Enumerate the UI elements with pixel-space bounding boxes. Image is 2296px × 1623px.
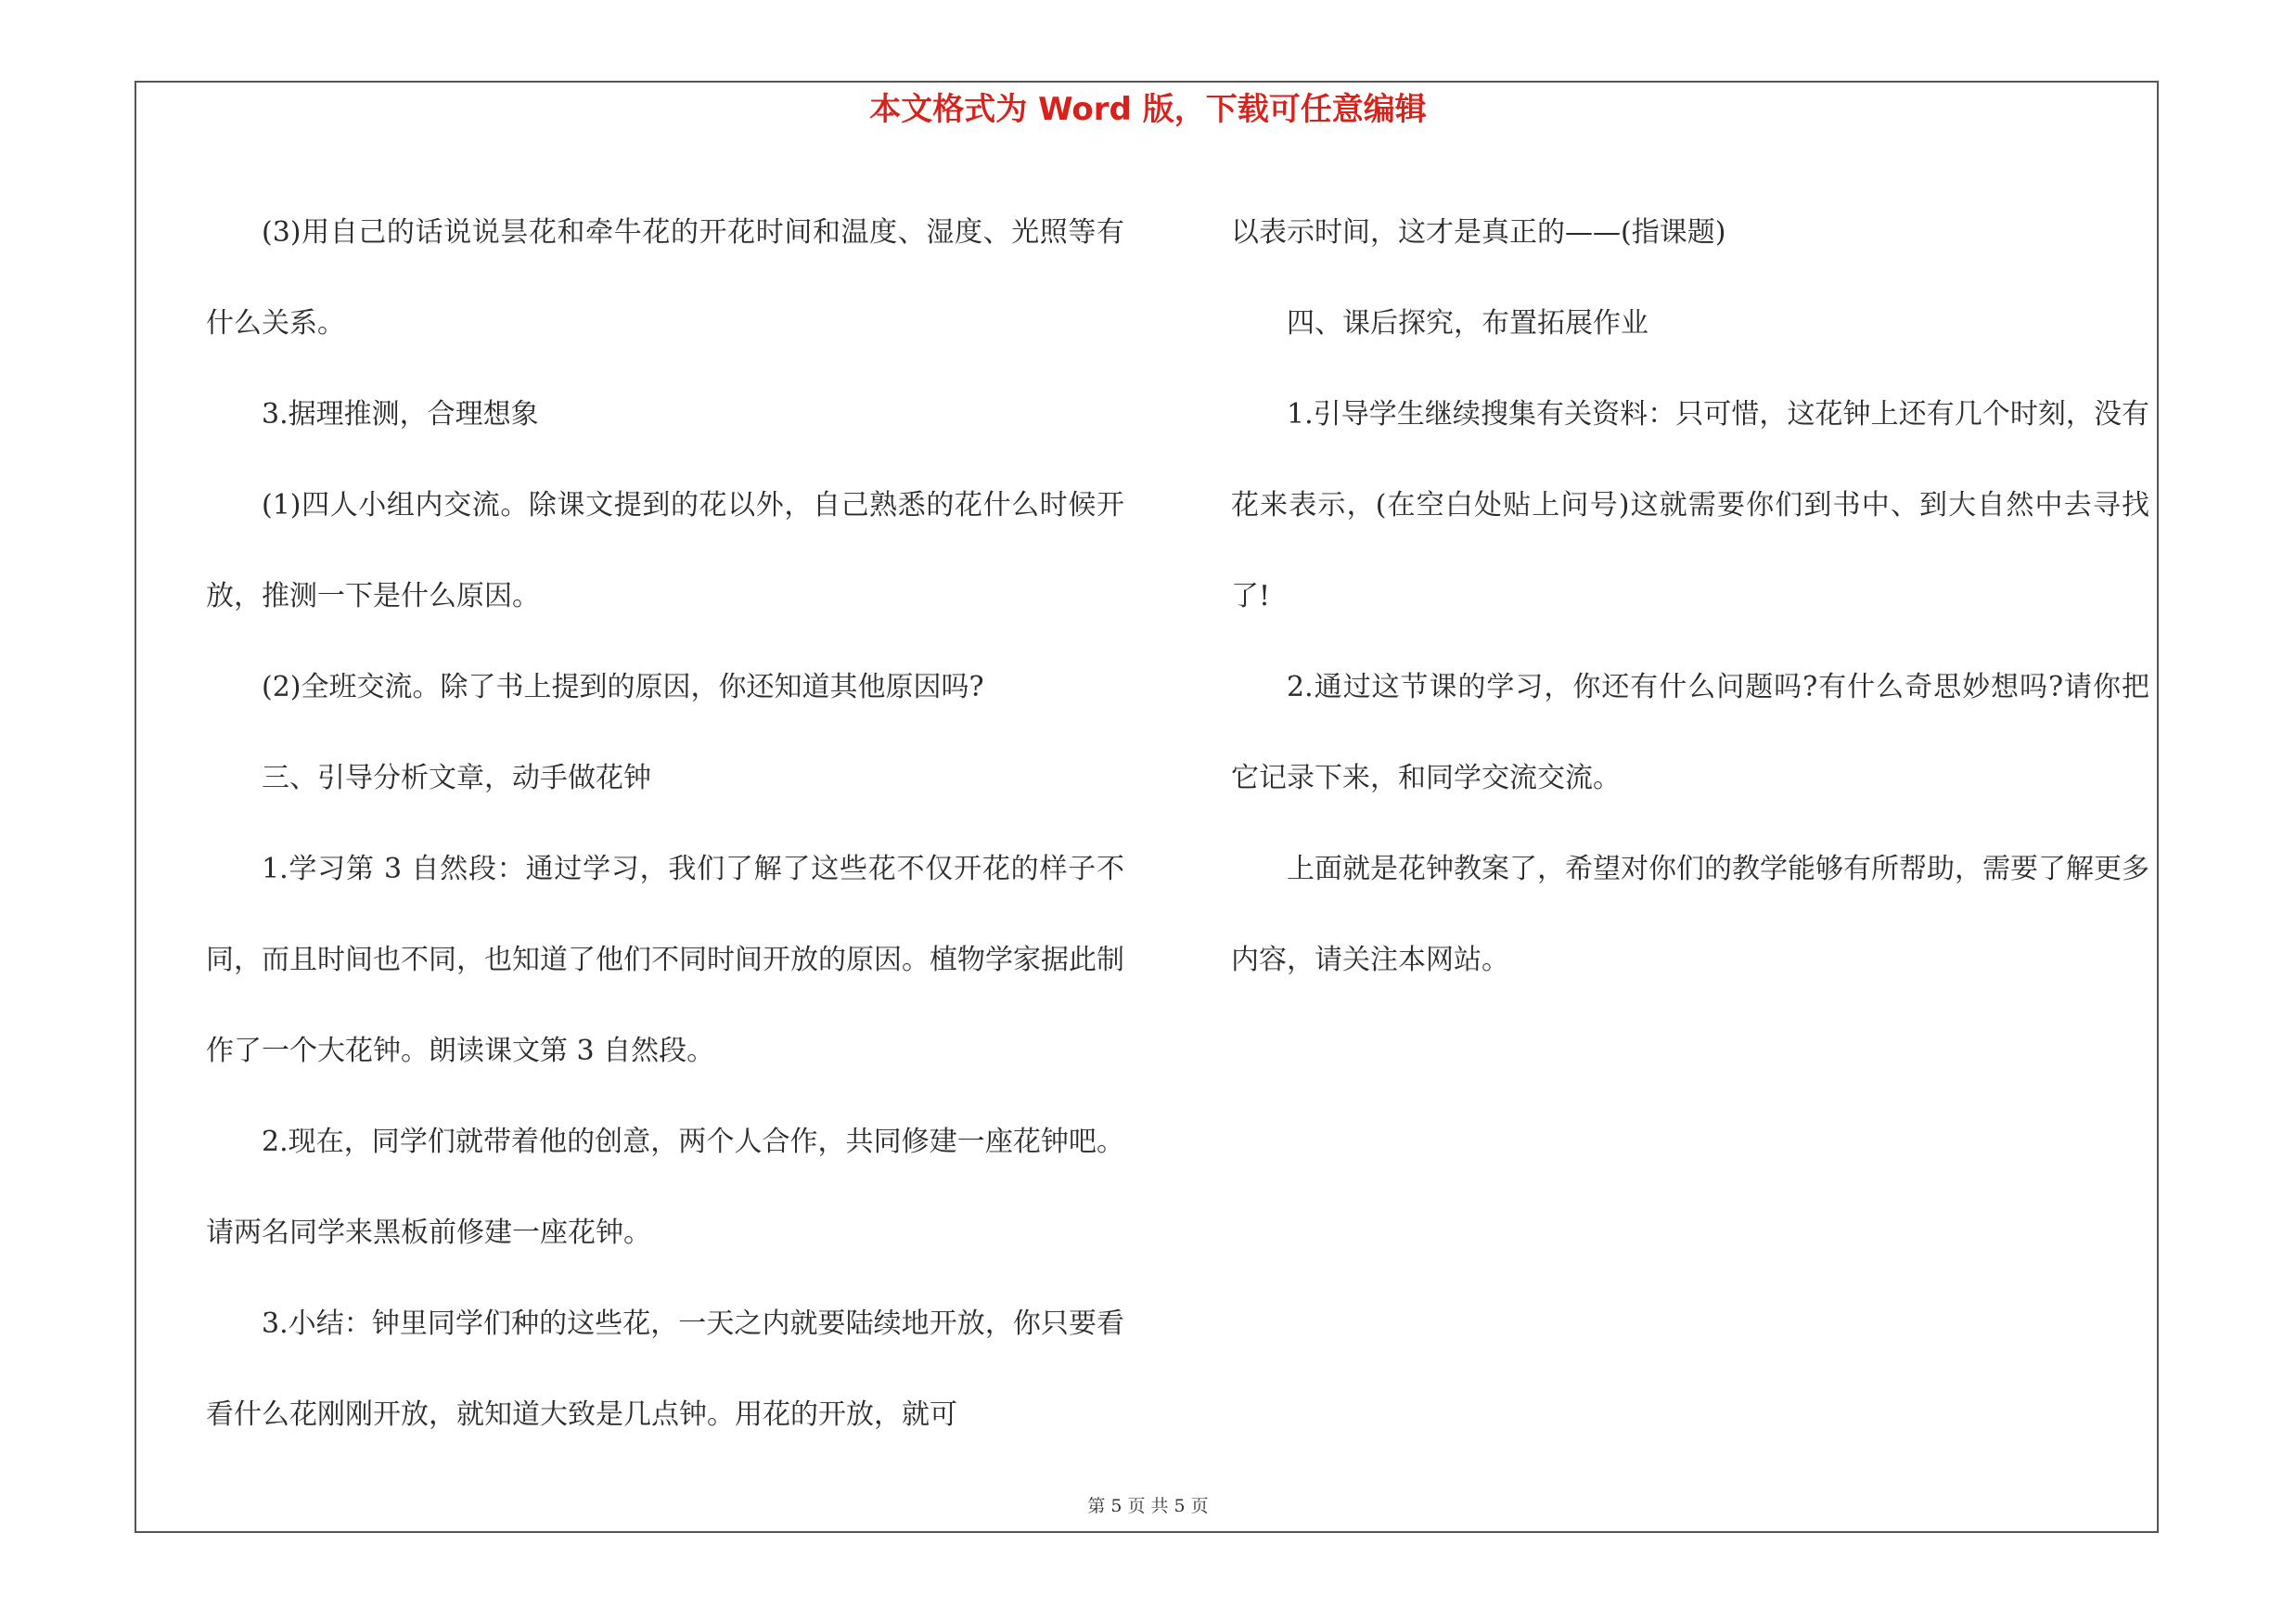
right-column — [1231, 187, 2149, 1006]
paragraph: (2)全班交流。除了书上提到的原因，你还知道其他原因吗? — [262, 671, 984, 703]
section-heading: 四、课后探究，布置拓展作业 — [1287, 307, 1648, 340]
paragraph: (1)四人小组内交流。除课文提到的花以外，自己熟悉的花什么时候开放，推测一下是什么原因。 — [206, 489, 1124, 612]
page-number-footer: 第 5 页 共 5 页 — [1087, 1496, 1209, 1516]
paragraph: 2.通过这节课的学习，你还有什么问题吗?有什么奇思妙想吗?请你把它记录下来，和同学交流交流。 — [1231, 671, 2149, 794]
paragraph: 3.小结：钟里同学们种的这些花，一天之内就要陆续地开放，你只要看看什么花刚刚开放，就知道大致是几点钟。用花的开放，就可 — [206, 1307, 1124, 1431]
left-column — [206, 187, 1124, 1461]
paragraph: 1.引导学生继续搜集有关资料：只可惜，这花钟上还有几个时刻，没有花来表示，(在空白处贴上问号)这就需要你们到书中、到大自然中去寻找了! — [1231, 398, 2149, 612]
closing-paragraph: 上面就是花钟教案了，希望对你们的教学能够有所帮助，需要了解更多内容，请关注本网站。 — [1231, 853, 2149, 976]
paragraph: 1.学习第 3 自然段：通过学习，我们了解了这些花不仅开花的样子不同，而且时间也不同，也知道了他们不同时间开放的原因。植物学家据此制作了一个大花钟。朗读课文第 3 自然段。 — [206, 853, 1124, 1067]
paragraph: (3)用自己的话说说昙花和牵牛花的开花时间和温度、湿度、光照等有什么关系。 — [206, 216, 1124, 340]
paragraph-continuation: 以表示时间，这才是真正的——(指课题) — [1231, 216, 1726, 249]
section-heading: 三、引导分析文章，动手做花钟 — [262, 762, 651, 794]
paragraph: 2.现在，同学们就带着他的创意，两个人合作，共同修建一座花钟吧。请两名同学来黑板前修建一座花钟。 — [206, 1126, 1124, 1249]
header-banner: 本文格式为 Word 版，下载可任意编辑 — [869, 91, 1427, 128]
paragraph: 3.据理推测，合理想象 — [262, 398, 539, 431]
